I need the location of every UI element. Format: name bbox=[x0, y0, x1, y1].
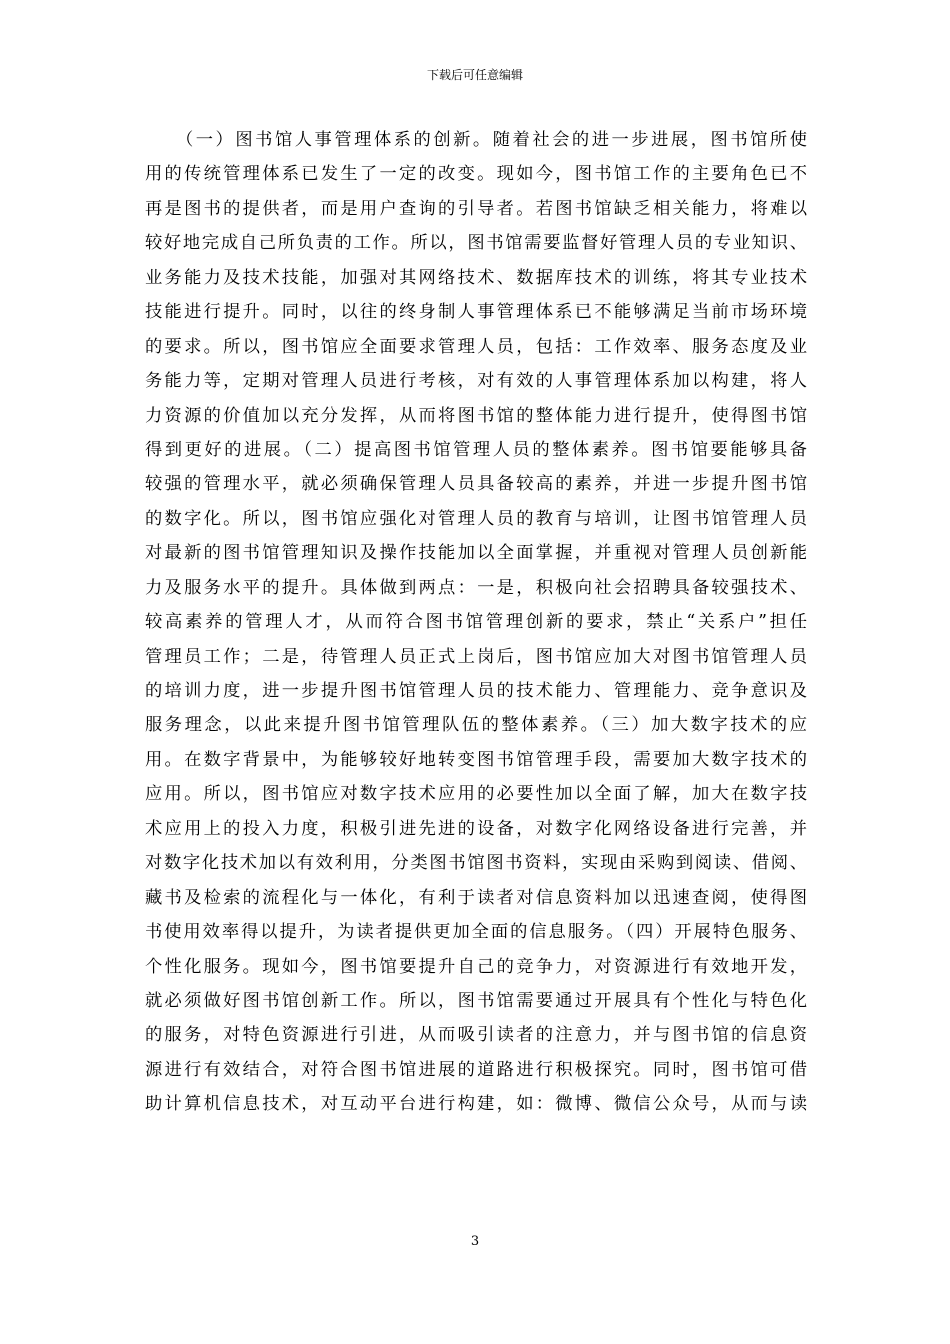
text-line: 务能力等，定期对管理人员进行考核，对有效的人事管理体系加以构建，将人 bbox=[145, 371, 807, 392]
text-line: 源进行有效结合，对符合图书馆进展的道路进行积极探究。同时，图书馆可借 bbox=[145, 1059, 807, 1080]
text-line: 较好地完成自己所负责的工作。所以，图书馆需要监督好管理人员的专业知识、 bbox=[145, 233, 807, 254]
text-line: 的要求。所以，图书馆应全面要求管理人员，包括：工作效率、服务态度及业 bbox=[145, 336, 807, 357]
text-line: 再是图书的提供者，而是用户查询的引导者。若图书馆缺乏相关能力，将难以 bbox=[145, 198, 807, 219]
text-line: 的服务，对特色资源进行引进，从而吸引读者的注意力，并与图书馆的信息资 bbox=[145, 1025, 807, 1046]
text-line: 服务理念，以此来提升图书馆管理队伍的整体素养。（三）加大数字技术的应 bbox=[145, 715, 807, 736]
text-line: 就必须做好图书馆创新工作。所以，图书馆需要通过开展具有个性化与特色化 bbox=[145, 990, 807, 1011]
page-header: 下载后可任意编辑 bbox=[426, 68, 523, 82]
text-line: 较强的管理水平，就必须确保管理人员具备较高的素养，并进一步提升图书馆 bbox=[145, 474, 807, 495]
text-line: （一）图书馆人事管理体系的创新。随着社会的进一步进展，图书馆所使 bbox=[145, 130, 807, 150]
text-line: 用的传统管理体系已发生了一定的改变。现如今，图书馆工作的主要角色已不 bbox=[145, 164, 807, 185]
text-line: 术应用上的投入力度，积极引进先进的设备，对数字化网络设备进行完善，并 bbox=[145, 818, 807, 839]
text-line: 藏书及检索的流程化与一体化，有利于读者对信息资料加以迅速查阅，使得图 bbox=[145, 887, 807, 908]
text-line: 应用。所以，图书馆应对数字技术应用的必要性加以全面了解，加大在数字技 bbox=[145, 784, 807, 805]
text-line: 力及服务水平的提升。具体做到两点：一是，积极向社会招聘具备较强技术、 bbox=[145, 577, 807, 598]
text-line: 管理员工作；二是，待管理人员正式上岗后，图书馆应加大对图书馆管理人员 bbox=[145, 646, 807, 667]
body-paragraph bbox=[145, 123, 807, 1122]
text-line: 力资源的价值加以充分发挥，从而将图书馆的整体能力进行提升，使得图书馆 bbox=[145, 405, 807, 426]
text-line: 得到更好的进展。（二）提高图书馆管理人员的整体素养。图书馆要能够具备 bbox=[145, 439, 807, 460]
text-line: 个性化服务。现如今，图书馆要提升自己的竞争力，对资源进行有效地开发， bbox=[145, 956, 807, 977]
text-line: 对最新的图书馆管理知识及操作技能加以全面掌握，并重视对管理人员创新能 bbox=[145, 543, 807, 564]
text-line: 书使用效率得以提升，为读者提供更加全面的信息服务。（四）开展特色服务、 bbox=[145, 922, 807, 943]
text-line: 的数字化。所以，图书馆应强化对管理人员的教育与培训，让图书馆管理人员 bbox=[145, 508, 807, 529]
text-line: 的培训力度，进一步提升图书馆管理人员的技术能力、管理能力、竞争意识及 bbox=[145, 681, 807, 701]
text-line: 用。在数字背景中，为能够较好地转变图书馆管理手段，需要加大数字技术的 bbox=[145, 749, 807, 770]
text-line: 较高素养的管理人才，从而符合图书馆管理创新的要求，禁止“关系户”担任 bbox=[145, 612, 807, 633]
page-number: 3 bbox=[470, 1234, 480, 1249]
text-line: 助计算机信息技术，对互动平台进行构建，如：微博、微信公众号，从而与读 bbox=[145, 1094, 807, 1115]
text-line: 对数字化技术加以有效利用，分类图书馆图书资料，实现由采购到阅读、借阅、 bbox=[145, 853, 807, 874]
text-line: 业务能力及技术技能，加强对其网络技术、数据库技术的训练，将其专业技术 bbox=[145, 267, 807, 288]
text-line: 技能进行提升。同时，以往的终身制人事管理体系已不能够满足当前市场环境 bbox=[145, 302, 807, 323]
